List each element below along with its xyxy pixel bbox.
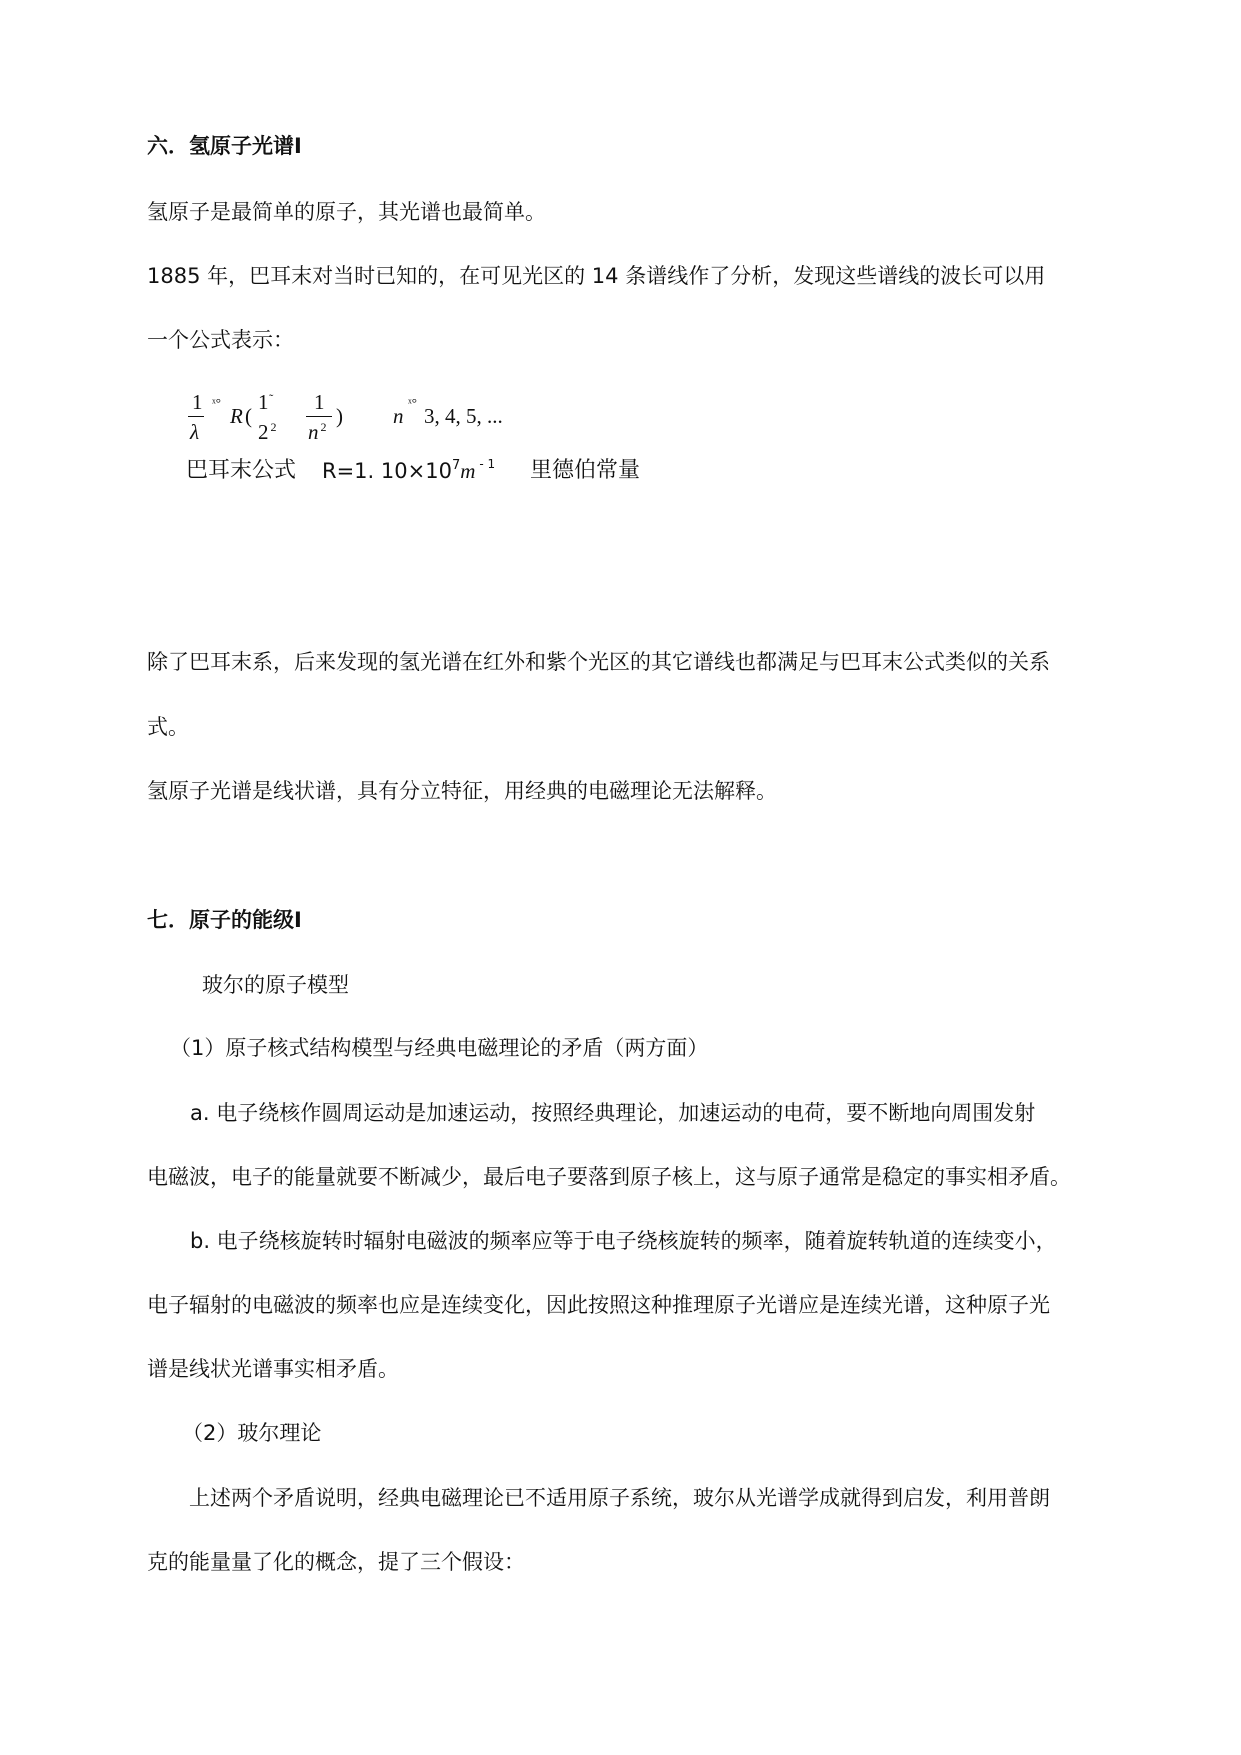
paragraph: 式。 xyxy=(147,715,189,739)
paragraph: 氢原子光谱是线状谱，具有分立特征，用经典的电磁理论无法解释。 xyxy=(147,779,777,803)
rydberg-unit: m xyxy=(460,459,476,483)
rydberg-unit-exp: - 1 xyxy=(479,457,496,471)
rydberg-constant-name: 里德伯常量 xyxy=(530,458,641,483)
paragraph: 电子辐射的电磁波的频率也应是连续变化，因此按照这种推理原子光谱应是连续光谱，这种原子光 xyxy=(147,1293,1050,1317)
term1-denominator-exp: 2 xyxy=(270,420,277,434)
paragraph: 氢原子是最简单的原子，其光谱也最简单。 xyxy=(147,200,546,224)
subheading: 玻尔的原子模型 xyxy=(202,973,349,997)
equals-glyph: ˣ° xyxy=(212,395,221,410)
n-variable: n xyxy=(393,404,404,428)
paragraph: 上述两个矛盾说明，经典电磁理论已不适用原子系统，玻尔从光谱学成就得到启发，利用普朗 xyxy=(189,1486,1050,1510)
term2-denominator-base: n xyxy=(308,420,319,444)
section-heading-6: 六．氢原子光谱Ⅰ xyxy=(147,134,302,158)
n-values: 3, 4, 5, ... xyxy=(424,404,503,428)
paragraph: 谱是线状光谱事实相矛盾。 xyxy=(147,1357,399,1381)
section-heading-7: 七．原子的能级Ⅰ xyxy=(147,908,302,932)
paragraph: 1885 年，巴耳末对当时已知的，在可见光区的 14 条谱线作了分析，发现这些谱线的波长可以用 xyxy=(147,264,1046,288)
term1-glyph: ˜ xyxy=(269,391,274,406)
paragraph: 电磁波，电子的能量就要不断减少，最后电子要落到原子核上，这与原子通常是稳定的事实相矛盾。 xyxy=(147,1165,1071,1189)
subheading: （1）原子核式结构模型与经典电磁理论的矛盾（两方面） xyxy=(170,1036,709,1060)
list-item-b: b. 电子绕核旋转时辐射电磁波的频率应等于电子绕核旋转的频率，随着旋转轨道的连续变小， xyxy=(190,1229,1057,1253)
term2-denominator-exp: 2 xyxy=(320,420,327,434)
close-paren: ) xyxy=(336,404,343,428)
rydberg-constant-exp: 7 xyxy=(451,458,461,473)
fraction-bar xyxy=(188,416,204,417)
lhs-denominator: λ xyxy=(190,420,200,444)
lhs-numerator: 1 xyxy=(192,390,203,414)
rydberg-symbol: R xyxy=(230,404,243,428)
term1-numerator: 1 xyxy=(258,390,269,414)
rydberg-constant: R=1. 10×10 xyxy=(322,459,452,483)
term1-denominator xyxy=(258,422,275,443)
term2-denominator xyxy=(308,422,325,443)
term2-numerator: 1 xyxy=(314,390,325,414)
rydberg-constant-value xyxy=(322,457,496,483)
formula-caption-name: 巴耳末公式 xyxy=(186,458,297,483)
balmer-formula xyxy=(186,392,526,462)
term1-denominator-base: 2 xyxy=(258,420,269,444)
paragraph: 克的能量量了化的概念，提了三个假设： xyxy=(147,1550,525,1574)
subheading: （2）玻尔理论 xyxy=(182,1421,322,1445)
list-item-a: a. 电子绕核作圆周运动是加速运动，按照经典理论，加速运动的电荷，要不断地向周围发射 xyxy=(190,1101,1036,1125)
paragraph: 一个公式表示： xyxy=(147,328,294,352)
n-equals-glyph: ˣ° xyxy=(408,395,417,410)
fraction-bar xyxy=(306,416,332,417)
paragraph: 除了巴耳末系，后来发现的氢光谱在红外和紫个光区的其它谱线也都满足与巴耳末公式类似的关系 xyxy=(147,650,1050,674)
open-paren: ( xyxy=(245,404,252,428)
